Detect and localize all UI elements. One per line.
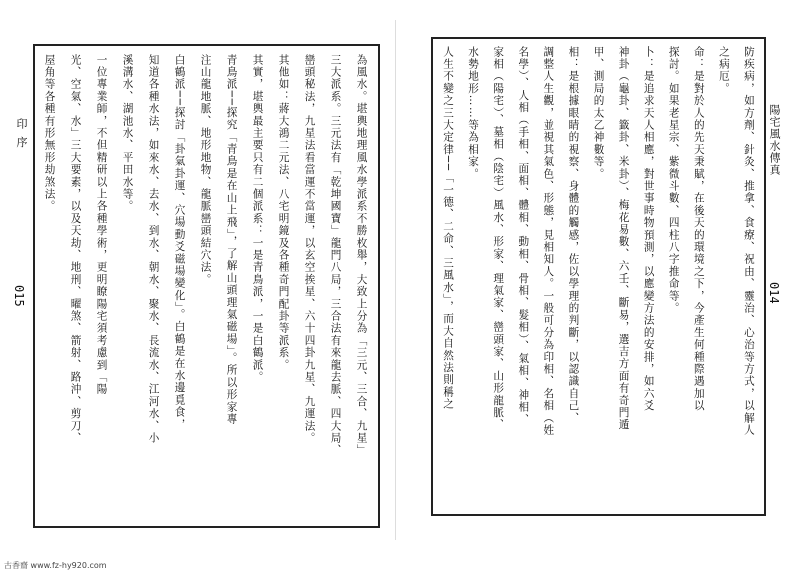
text-column: 一位專業師，不但精研以上各種學術，更明瞭陽宅須考慮到「陽	[95, 54, 108, 396]
text-column: 相：是根據眼睛的視察、身體的觸感，佐以學理的判斷，以認識自己、	[567, 46, 580, 425]
right-page-text-block	[435, 42, 761, 507]
left-page	[0, 0, 396, 573]
right-page-number: 014	[767, 282, 781, 304]
text-column: 知道各種水法，如來水、去水、到水、朝水、聚水、長流水、江河水、小	[147, 54, 160, 445]
left-page-header: 印 序	[15, 118, 28, 150]
text-column: 卜：是追求天人相應，對世事時物預測，以應變方法的安排，如六爻	[642, 46, 655, 412]
text-column: 探討。如果老星宗、紫微斗數、四柱八字推命等。	[667, 46, 680, 315]
text-column: 甲、測局的太乙神數等。	[592, 46, 605, 181]
text-column: 名學）、人相（手相、面相、體相、動相、骨相、髮相）、氣相、神相、	[517, 46, 530, 426]
left-page-number: 015	[12, 285, 26, 307]
text-column: 溪溝水、湖池水、平田水等。	[121, 54, 134, 213]
text-column: 為風水。堪輿地理風水學派系不勝枚舉，大致上分為「三元、三合、九星」	[355, 54, 368, 457]
text-column: 白鶴派──探討「卦氣卦運、穴場動爻磁場變化」。白鶴是在水邊覓食，	[173, 54, 186, 431]
text-column: 光、空氣、水」三大要素，以及天劫、地刑、曜煞、箭射、路沖、剪刀、	[69, 54, 82, 445]
text-column: 巒頭秘法，九星法看當運不當運，以玄空挨星、六十四卦九星、九運法。	[303, 54, 316, 445]
text-column: 其他如：蔣大鴻二元法、八宅明鏡及各種奇門配卦等派系。	[277, 54, 290, 372]
text-column: 三大派系。三元法有「乾坤國寶」龍門八局，三合法有來龍去脈、四大局、	[329, 54, 342, 457]
text-column: 調整人生觀，並視其氣色、形態，見相知人。一般可分為印相、名相（姓	[542, 46, 555, 437]
text-column: 防疾病，如方劑、針灸、推拿、食療、祝由、靈治、心治等方式，以解人	[742, 46, 755, 437]
site-watermark: 古香齋 www.fz-hy920.com	[4, 561, 107, 570]
right-page-header: 陽宅風水傳真	[768, 104, 781, 176]
text-column: 屋角等各種有形無形劫煞法。	[43, 54, 56, 213]
right-page	[397, 0, 793, 573]
text-column: 注山龍地脈、地形地物、龍脈巒頭結穴法。	[199, 54, 212, 286]
text-column: 其實，堪輿最主要只有二個派系：一是青鳥派，一是白鶴派。	[251, 54, 264, 384]
left-page-text-block	[36, 50, 374, 520]
text-column: 青鳥派──探究「青鳥是在山上飛」，了解山頭理氣磁場」。所以形家專	[225, 54, 238, 426]
text-column: 神卦（龜卦、籤卦、米卦）、梅花易數、六壬、斷易，選吉方面有奇門遁	[617, 46, 630, 432]
text-column: 命：是對於人的先天秉賦，在後天的環境之下，今產生何種際遇加以	[692, 46, 705, 412]
page-spine	[395, 20, 396, 540]
text-column: 之病厄。	[717, 46, 730, 95]
text-column: 水勢地形……等為相家。	[467, 46, 480, 181]
text-column: 人生不變之三大定律──「一德、二命、三風水」，而大自然法則稱之	[442, 46, 455, 411]
text-column: 家相（陽宅）、墓相（陰宅）風水、形家、理氣家、巒頭家、山形龍脈、	[492, 46, 505, 432]
